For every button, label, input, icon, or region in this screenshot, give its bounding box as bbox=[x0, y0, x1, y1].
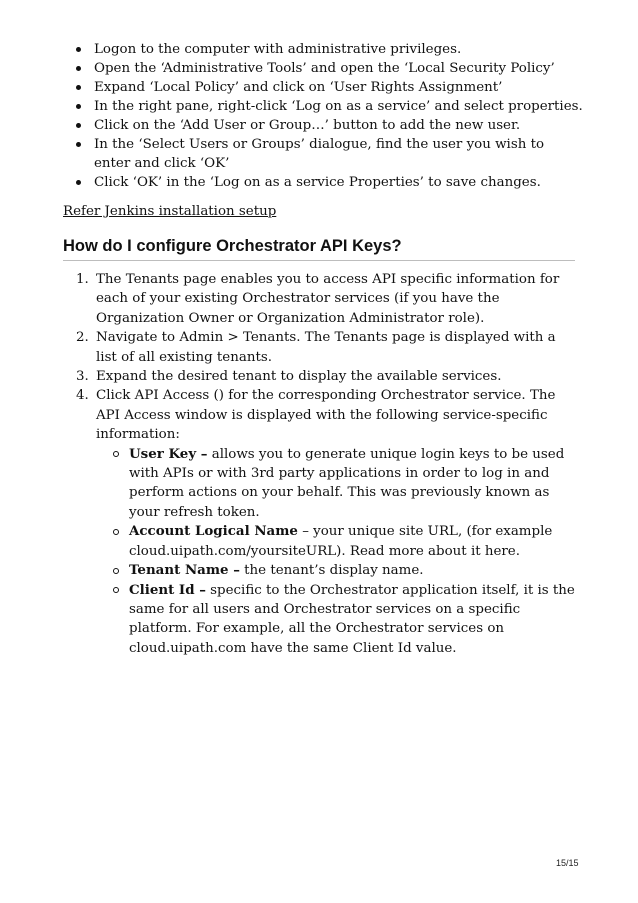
list-item: Logon to the computer with administrative privileges. bbox=[64, 40, 584, 59]
term-description: the tenant’s display name. bbox=[239, 563, 424, 579]
term-description: – your unique site URL, (for example cloud.uipath.com/yoursiteURL). Read more about it here. bbox=[129, 524, 553, 559]
step-item bbox=[64, 386, 579, 658]
api-keys-steps-list bbox=[64, 270, 579, 658]
sub-list-item bbox=[96, 445, 579, 523]
term-label: User Key – bbox=[129, 445, 208, 462]
step-item bbox=[64, 367, 579, 386]
sub-list-item bbox=[96, 581, 579, 659]
step-number: 1. bbox=[76, 272, 89, 287]
term-description: allows you to generate unique login keys to be used with APIs or with 3rd party applications in order to log in and perform actions on your behalf. This was previously known as your refresh token. bbox=[129, 446, 565, 520]
step-text: The Tenants page enables you to access API specific information for each of your existing Orchestrator services (if you have the Organization Owner or Organization Administrator role). bbox=[96, 272, 560, 326]
step-number: 2. bbox=[76, 330, 89, 346]
list-item: Expand ‘Local Policy’ and click on ‘User Rights Assignment’ bbox=[64, 78, 584, 97]
section-heading: How do I configure Orchestrator API Keys? bbox=[63, 234, 575, 261]
step-item bbox=[64, 270, 579, 328]
term-label: Account Logical Name bbox=[129, 523, 298, 540]
list-item: Click ‘OK’ in the ‘Log on as a service Properties’ to save changes. bbox=[64, 173, 584, 192]
api-access-info-list bbox=[96, 445, 579, 658]
step-item bbox=[64, 328, 579, 367]
step-number: 3. bbox=[76, 369, 89, 385]
step-text: Click API Access () for the corresponding Orchestrator service. The API Access window is displayed with the following service-specific information: bbox=[96, 388, 556, 443]
step-number: 4. bbox=[76, 388, 89, 404]
setup-steps-list bbox=[64, 40, 584, 192]
list-item: In the right pane, right-click ‘Log on as a service’ and select properties. bbox=[64, 97, 584, 116]
page-number: 15/15 bbox=[556, 858, 579, 868]
term-label: Tenant Name – bbox=[129, 562, 240, 579]
refer-jenkins-link[interactable]: Refer Jenkins installation setup bbox=[63, 204, 277, 219]
sub-list-item bbox=[96, 522, 579, 561]
step-text: Navigate to Admin > Tenants. The Tenants page is displayed with a list of all existing tenants. bbox=[96, 330, 556, 365]
sub-list-item bbox=[96, 561, 579, 580]
step-text: Expand the desired tenant to display the available services. bbox=[96, 369, 502, 385]
term-description: specific to the Orchestrator application itself, it is the same for all users and Orchestrator services on a specific platform. For example, all the Orchestrator services on cloud.uipath.com have the same Client Id value. bbox=[129, 582, 575, 656]
term-label: Client Id – bbox=[129, 581, 206, 598]
list-item: Open the ‘Administrative Tools’ and open the ‘Local Security Policy’ bbox=[64, 59, 584, 78]
list-item: Click on the ‘Add User or Group…’ button to add the new user. bbox=[64, 116, 584, 135]
list-item: In the ‘Select Users or Groups’ dialogue, find the user you wish to enter and click ‘OK’ bbox=[64, 135, 584, 173]
